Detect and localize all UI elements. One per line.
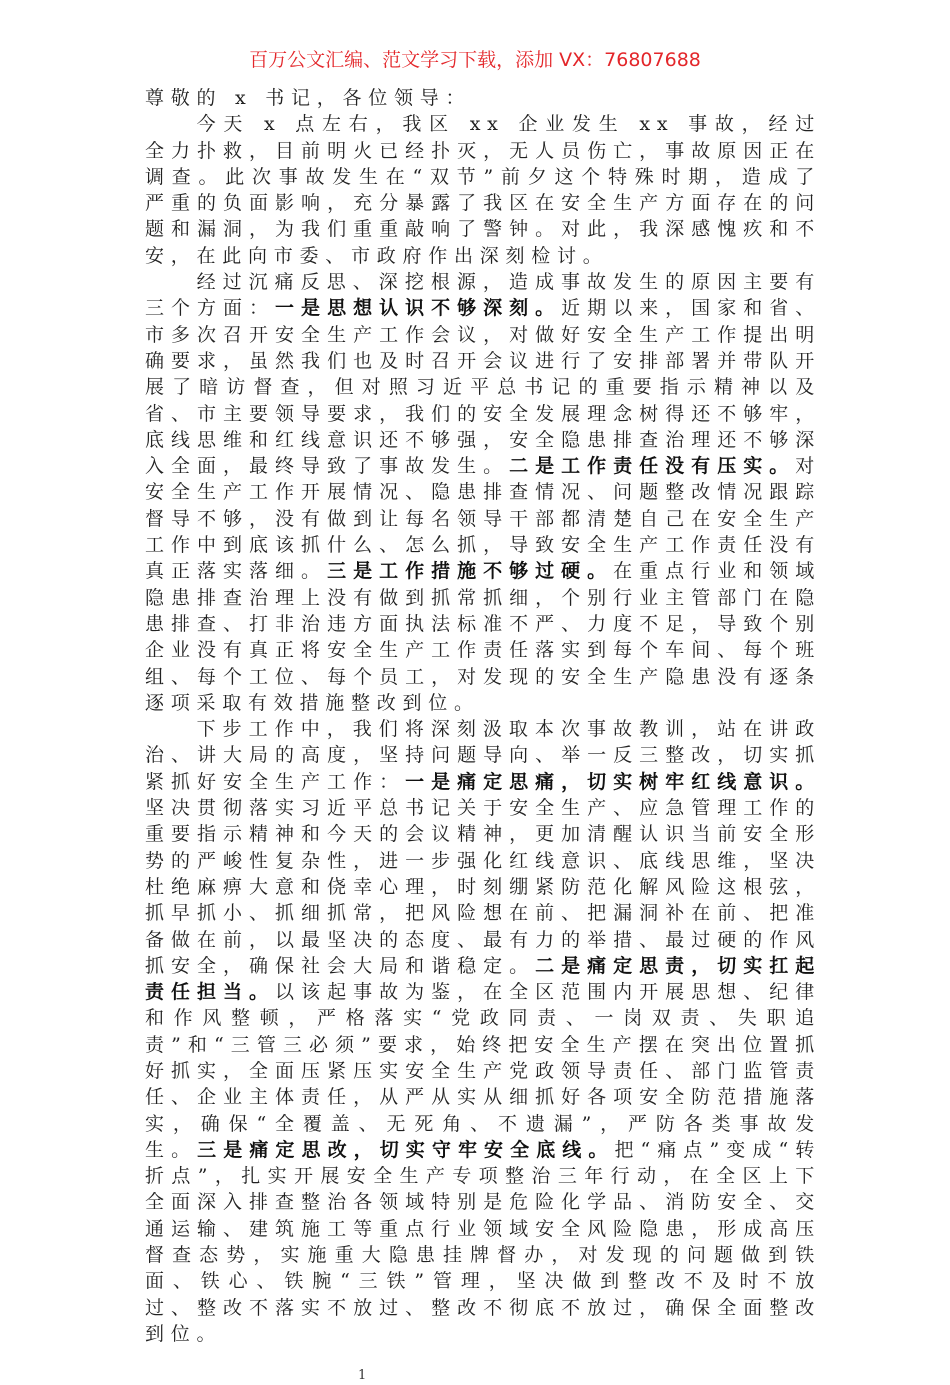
bold-heading-run: 一是痛定思痛，切实树牢红线意识。 xyxy=(405,770,821,793)
bold-heading-run: 二是工作责任没有压实。 xyxy=(509,455,796,478)
paragraph-incident xyxy=(145,111,821,269)
salutation: 尊敬的 x 书记，各位领导： xyxy=(145,87,472,109)
text-run: 坚决贯彻落实习近平总书记关于安全生产、应急管理工作的重要指示精神和今天的会议精神，更加清醒认识当前安全形势的严峻性复杂性，进一步强化红线意识、底线思维，坚决杜绝麻痹大意和侥幸心理，时刻绷紧防范化解风险这根弦，抓早抓小、抓细抓常，把风险想在前、把漏洞补在前、把准备做在前，以最坚决的态度、最有力的举措、最过硬的作风抓安全，确保社会大局和谐稳定。 xyxy=(145,797,821,977)
document-body xyxy=(145,85,821,1347)
bold-heading-run: 三是痛定思改，切实守牢安全底线。 xyxy=(197,1138,615,1161)
page-column xyxy=(145,85,821,1385)
text-run: 下步工作中，我们将深刻汲取本次事故教训，站在讲政治、讲大局的高度，坚持问题导向、举一反三整改，切实抓紧抓好安全生产工作： xyxy=(145,718,821,793)
text-run: 近期以来，国家和省、市多次召开安全生产工作会议，对做好安全生产工作提出明确要求，虽然我们也及时召开会议进行了安排部署并带队开展了暗访督查，但对照习近平总书记的重要指示精神以及省、市主要领导要求，我们的安全发展理念树得还不够牢，底线思维和红线意识还不够强，安全隐患排查治理还不够深入全面，最终导致了事故发生。 xyxy=(145,297,821,478)
paragraph-measures xyxy=(145,716,821,1347)
text-run: 经过沉痛反思、深挖根源，造成事故发生的原因主要有三个方面： xyxy=(145,271,821,320)
text-run: 把“痛点”变成“转折点”，扎实开展安全生产专项整治三年行动，在全区上下全面深入排查整治各领域特别是危险化学品、消防安全、交通运输、建筑施工等重点行业领域安全风险隐患，形成高压督查态势，实施重大隐患挂牌督办，对发现的问题做到铁面、铁心、铁腕“三铁”管理，坚决做到整改不及时不放过、整改不落实不放过、整改不彻底不放过，确保全面整改到位。 xyxy=(145,1138,821,1345)
text-run: 对安全生产工作开展情况、隐患排查情况、问题整改情况跟踪督导不够，没有做到让每名领导干部都清楚自己在安全生产工作中到底该抓什么、怎么抓，导致安全生产工作责任没有真正落实落细。 xyxy=(145,455,821,583)
paragraph-causes xyxy=(145,269,821,716)
text-run: 以该起事故为鉴，在全区范围内开展思想、纪律和作风整顿，严格落实“党政同责、一岗双责、失职追责”和“三管三必须”要求，始终把安全生产摆在突出位置抓好抓实，全面压紧压实安全生产党政领导责任、部门监管责任、企业主体责任，从严从实从细抓好各项安全防范措施落实，确保“全覆盖、无死角、不遗漏”，严防各类事故发生。 xyxy=(145,981,821,1161)
bold-heading-run: 二是痛定思责，切实扛起责任担当。 xyxy=(145,954,821,1004)
bold-heading-run: 一是思想认识不够深刻。 xyxy=(275,297,562,320)
download-banner: 百万公文汇编、范文学习下载，添加 VX：76807688 xyxy=(249,49,701,71)
bold-heading-run: 三是工作措施不够过硬。 xyxy=(327,560,614,583)
text-run: 在重点行业和领域隐患排查治理上没有做到抓常抓细，个别行业主管部门在隐患排查、打非治违方面执法标准不严、力度不足，导致个别企业没有真正将安全生产工作责任落实到每个车间、每个班组、每个工位、每个员工，对发现的安全生产隐患没有逐条逐项采取有效措施整改到位。 xyxy=(145,560,821,714)
text-run: 今天 x 点左右，我区 xx 企业发生 xx 事故，经过全力扑救，目前明火已经扑灭，无人员伤亡，事故原因正在调查。此次事故发生在“双节”前夕这个特殊时期，造成了严重的负面影响，充分暴露了我区在安全生产方面存在的问题和漏洞，为我们重重敲响了警钟。对此，我深感愧疚和不安，在此向市委、市政府作出深刻检讨。 xyxy=(145,113,821,267)
page-number: 1 xyxy=(358,1368,367,1384)
